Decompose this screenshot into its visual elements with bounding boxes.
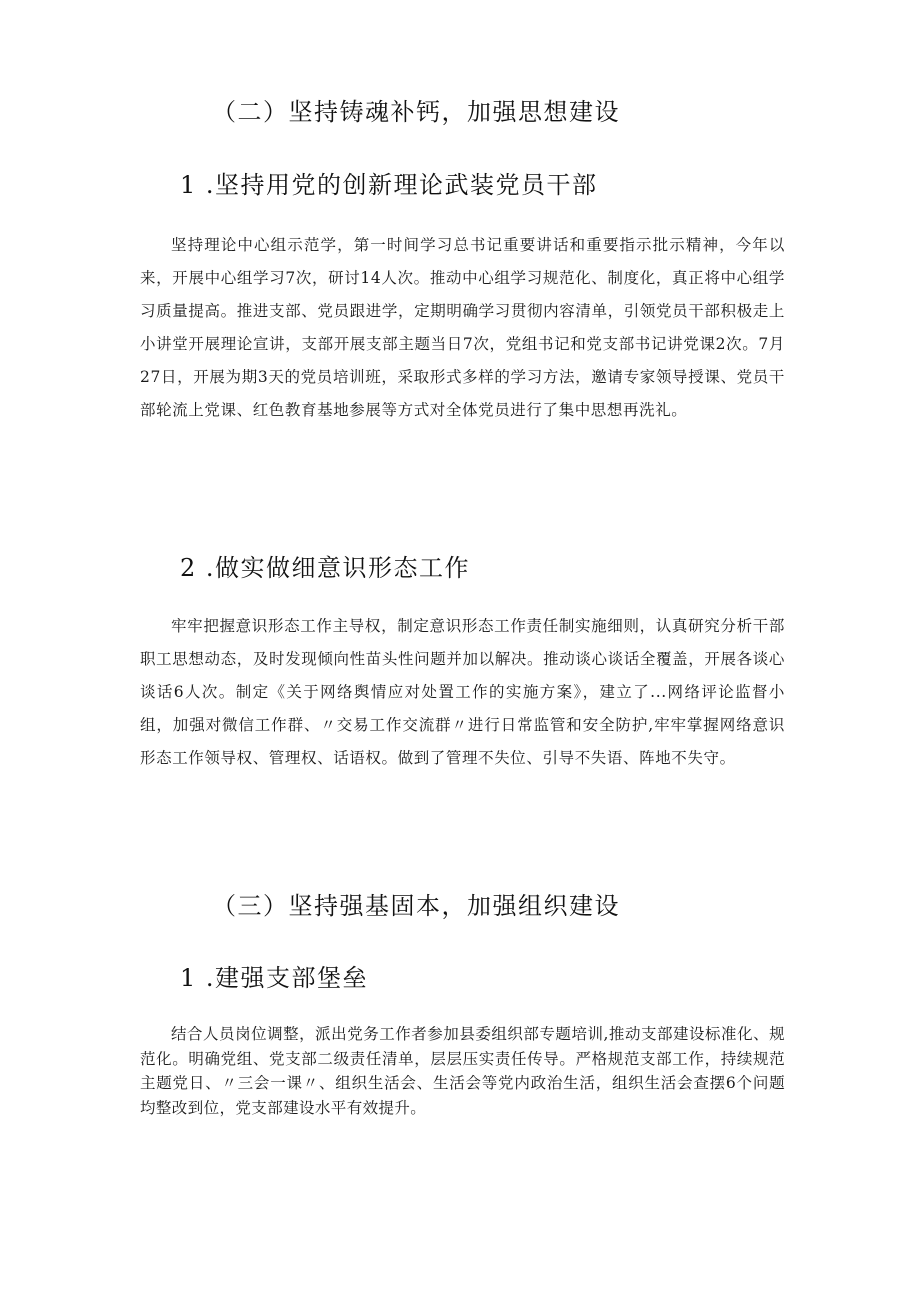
section-heading-ideology: （二）坚持铸魂补钙，加强思想建设 [212, 98, 620, 126]
paragraph-ideology-work: 牢牢把握意识形态工作主导权，制定意识形态工作责任制实施细则，认真研究分析干部职工思想动态，及时发现倾向性苗头性问题并加以解决。推动谈心谈话全覆盖，开展各谈心谈话6人次。制定《关于网络舆情应对处置工作的实施方案》，建立了...网络评论监督小组，加强对微信工作群、〃交易工作交流群〃进行日常监管和安全防护,牢牢掌握网络意识形态工作领导权、管理权、话语权。做到了管理不失位、引导不失语、阵地不失守。 [140, 617, 785, 767]
paragraph-theory-study: 坚持理论中心组示范学，第一时间学习总书记重要讲话和重要指示批示精神，今年以来，开展中心组学习7次，研讨14人次。推动中心组学习规范化、制度化，真正将中心组学习质量提高。推进支部、党员跟进学，定期明确学习贯彻内容清单，引领党员干部积极走上小讲堂开展理论宣讲，支部开展支部主题当日7次，党组书记和党支部书记讲党课2次。7月27日，开展为期3天的党员培训班，采取形式多样的学习方法，邀请专家领导授课、党员干部轮流上党课、红色教育基地参展等方式对全体党员进行了集中思想再洗礼。 [140, 236, 785, 419]
subsection-heading-branch-fortress: 1 .建强支部堡垒 [180, 964, 369, 992]
subsection-heading-ideology-work: 2 .做实做细意识形态工作 [180, 554, 471, 582]
section-heading-organization: （三）坚持强基固本，加强组织建设 [212, 892, 620, 920]
subsection-heading-theory-study: 1 .坚持用党的创新理论武装党员干部 [180, 171, 598, 199]
paragraph-branch-fortress: 结合人员岗位调整，派出党务工作者参加县委组织部专题培训,推动支部建设标准化、规范化。明确党组、党支部二级责任清单，层层压实责任传导。严格规范支部工作，持续规范主题党日、〃三会一课〃、组织生活会、生活会等党内政治生活，组织生活会查摆6个问题均整改到位，党支部建设水平有效提升。 [140, 1025, 785, 1117]
